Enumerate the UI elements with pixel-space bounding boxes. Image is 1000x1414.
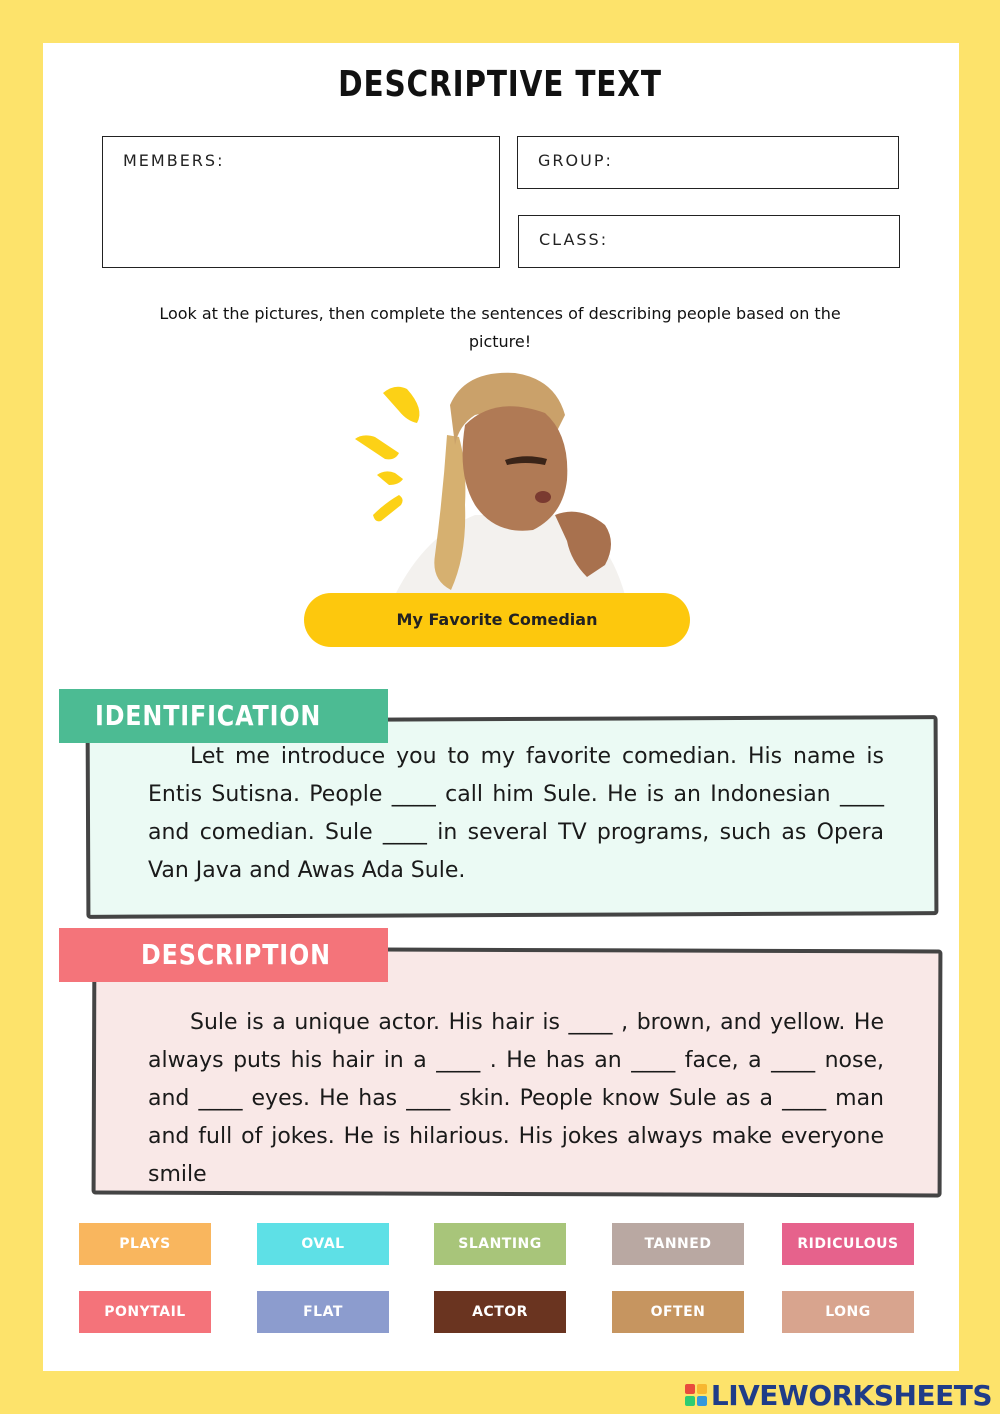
class-label: CLASS: xyxy=(539,230,609,249)
word-tile-often[interactable]: OFTEN xyxy=(612,1291,744,1333)
members-box[interactable] xyxy=(102,136,500,268)
caption-pill: My Favorite Comedian xyxy=(304,593,690,647)
brand-text: LIVEWORKSHEETS xyxy=(710,1378,992,1412)
word-tile-tanned[interactable]: TANNED xyxy=(612,1223,744,1265)
word-tile-flat[interactable]: FLAT xyxy=(257,1291,389,1333)
word-tile-long[interactable]: LONG xyxy=(782,1291,914,1333)
description-text: Sule is a unique actor. His hair is ____ , brown, and yellow. He always puts his hair in a ____ . He has an ____ face, a ____ nose, and ____ eyes. He has ____ skin. People know Sule as a ____ man and full of jokes. He is hilarious. His jokes always make everyone smile xyxy=(148,1010,884,1187)
liveworksheets-logo-icon xyxy=(685,1384,707,1406)
identification-heading xyxy=(59,689,388,743)
brand-watermark xyxy=(685,1378,992,1412)
word-tile-ridiculous[interactable]: RIDICULOUS xyxy=(782,1223,914,1265)
members-label: MEMBERS: xyxy=(123,151,225,170)
identification-text: Let me introduce you to my favorite comedian. His name is Entis Sutisna. People ____ call him Sule. He is an Indonesian ____ and comedian. Sule ____ in several TV programs, such as Opera Van Java and Awas Ada Sule. xyxy=(148,744,884,883)
group-label: GROUP: xyxy=(538,151,613,170)
identification-heading-text: IDENTIFICATION xyxy=(95,699,322,732)
class-box[interactable] xyxy=(518,215,900,268)
group-box[interactable] xyxy=(517,136,899,189)
description-heading-text: DESCRIPTION xyxy=(141,938,331,971)
word-tile-oval[interactable]: OVAL xyxy=(257,1223,389,1265)
word-tile-ponytail[interactable]: PONYTAIL xyxy=(79,1291,211,1333)
instruction-text: Look at the pictures, then complete the sentences of describing people based on the picture! xyxy=(159,304,841,351)
comedian-photo xyxy=(355,365,645,595)
page-title: DESCRIPTIVE TEXT xyxy=(338,64,662,105)
word-tile-plays[interactable]: PLAYS xyxy=(79,1223,211,1265)
word-tile-actor[interactable]: ACTOR xyxy=(434,1291,566,1333)
description-heading xyxy=(59,928,388,982)
word-tile-slanting[interactable]: SLANTING xyxy=(434,1223,566,1265)
highlight-strokes-icon xyxy=(355,387,419,522)
